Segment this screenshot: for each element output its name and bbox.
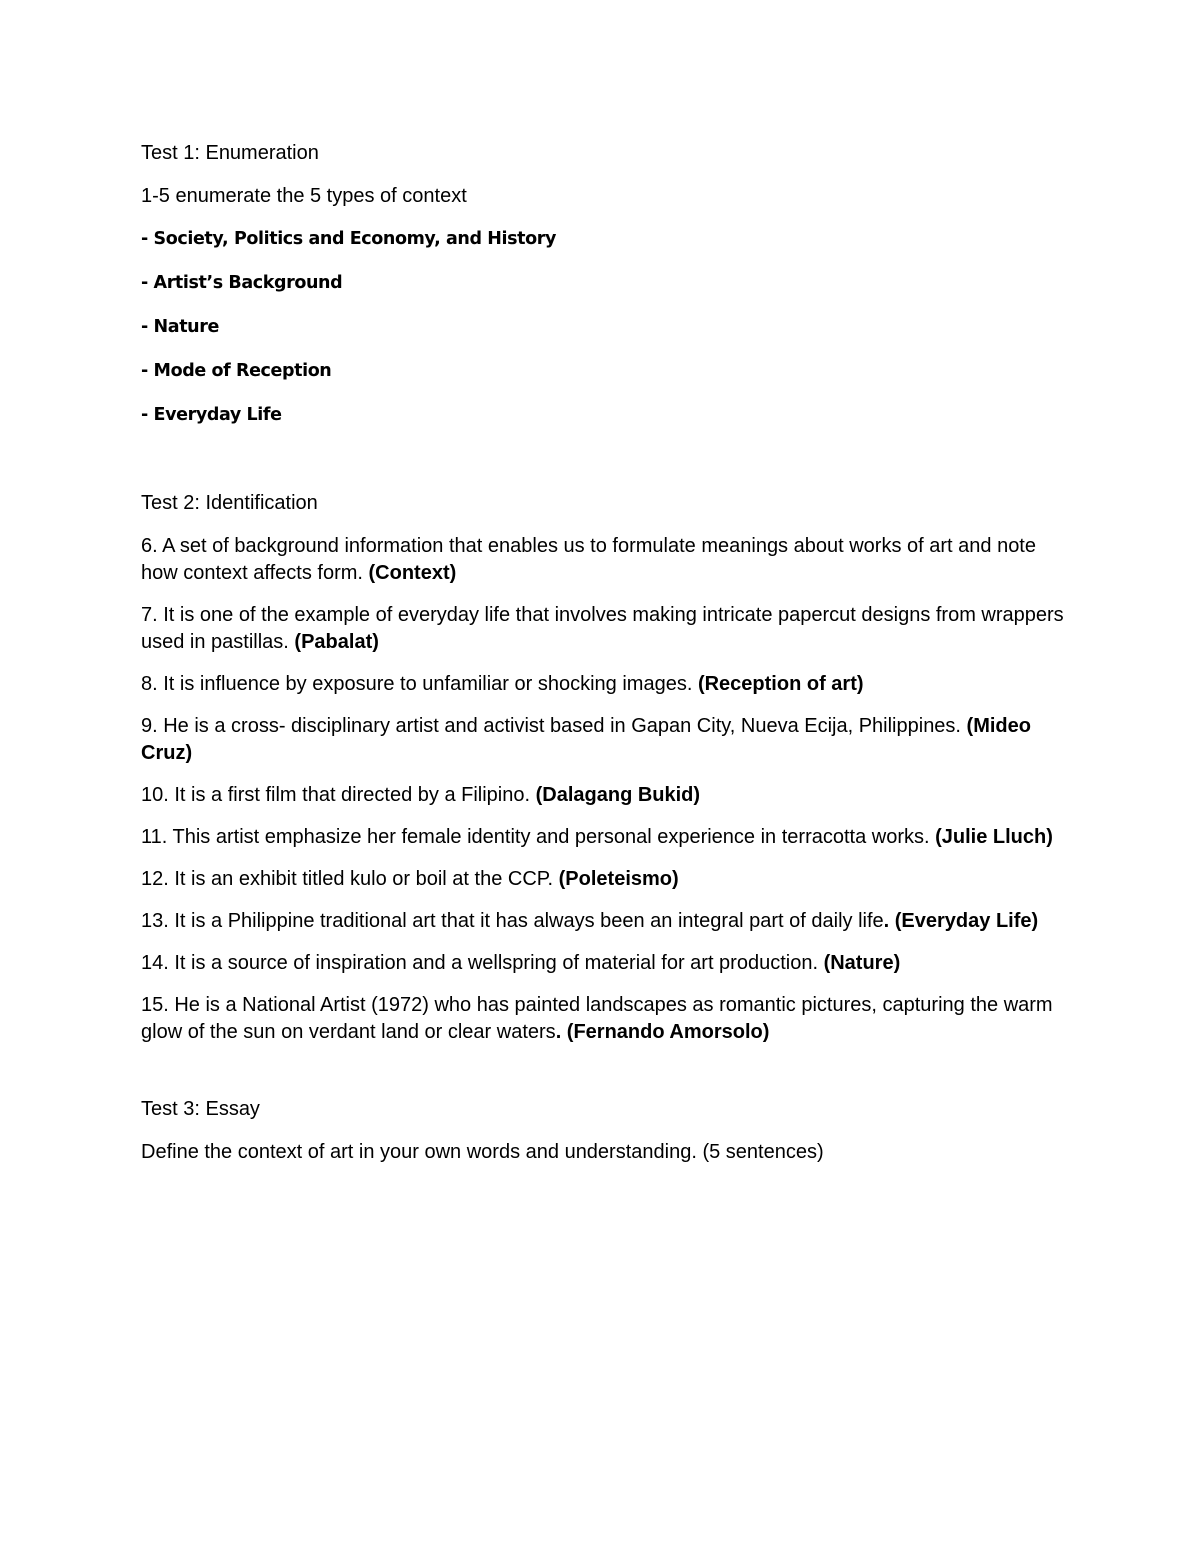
question-text: 6. A set of background information that enables us to formulate meanings about works of art and note how context affects form. — [141, 535, 1036, 584]
question-text: 14. It is a source of inspiration and a wellspring of material for art production. — [141, 952, 824, 974]
enum-item-5: - Everyday Life — [141, 405, 282, 425]
question-6 — [141, 533, 1066, 587]
question-11 — [141, 824, 1066, 851]
answer: . (Everyday Life) — [883, 910, 1039, 932]
question-text: 12. It is an exhibit titled kulo or boil at the CCP. — [141, 868, 559, 890]
answer: (Context) — [368, 562, 457, 584]
document-body — [141, 140, 1066, 1166]
enum-item-1: - Society, Politics and Economy, and History — [141, 229, 556, 249]
answer: (Nature) — [823, 952, 901, 974]
enum-item-3: - Nature — [141, 317, 219, 337]
question-text: 7. It is one of the example of everyday life that involves making intricate papercut designs from wrappers used in pastillas. — [141, 604, 1064, 653]
test3-prompt: Define the context of art in your own words and understanding. (5 sentences) — [141, 1141, 824, 1163]
question-text: 15. He is a National Artist (1972) who has painted landscapes as romantic pictures, capturing the warm glow of the sun on verdant land or clear waters — [141, 994, 1053, 1043]
question-10 — [141, 782, 1066, 809]
question-text: 13. It is a Philippine traditional art that it has always been an integral part of daily life — [141, 910, 884, 932]
test1-prompt: 1-5 enumerate the 5 types of context — [141, 185, 467, 207]
question-8 — [141, 671, 1066, 698]
answer: (Dalagang Bukid) — [535, 784, 701, 806]
question-13 — [141, 908, 1066, 935]
enum-item-2: - Artist’s Background — [141, 273, 343, 293]
question-text: 10. It is a first film that directed by a Filipino. — [141, 784, 536, 806]
answer: (Mideo Cruz) — [141, 715, 1031, 764]
question-text: 8. It is influence by exposure to unfamiliar or shocking images. — [141, 673, 698, 695]
test1-heading: Test 1: Enumeration — [141, 142, 319, 164]
answer: . (Fernando Amorsolo) — [555, 1021, 770, 1043]
question-14 — [141, 950, 1066, 977]
answer: (Poleteismo) — [558, 868, 679, 890]
question-15 — [141, 992, 1066, 1046]
answer: (Reception of art) — [697, 673, 864, 695]
answer: (Julie Lluch) — [935, 826, 1053, 848]
test3-heading: Test 3: Essay — [141, 1098, 260, 1120]
question-7 — [141, 602, 1066, 656]
answer: (Pabalat) — [294, 631, 379, 653]
test2-heading: Test 2: Identification — [141, 492, 318, 514]
question-12 — [141, 866, 1066, 893]
question-9 — [141, 713, 1066, 767]
question-text: 11. This artist emphasize her female identity and personal experience in terracotta works. — [141, 826, 936, 848]
question-text: 9. He is a cross- disciplinary artist and activist based in Gapan City, Nueva Ecija, Philippines. — [141, 715, 967, 737]
enum-item-4: - Mode of Reception — [141, 361, 332, 381]
